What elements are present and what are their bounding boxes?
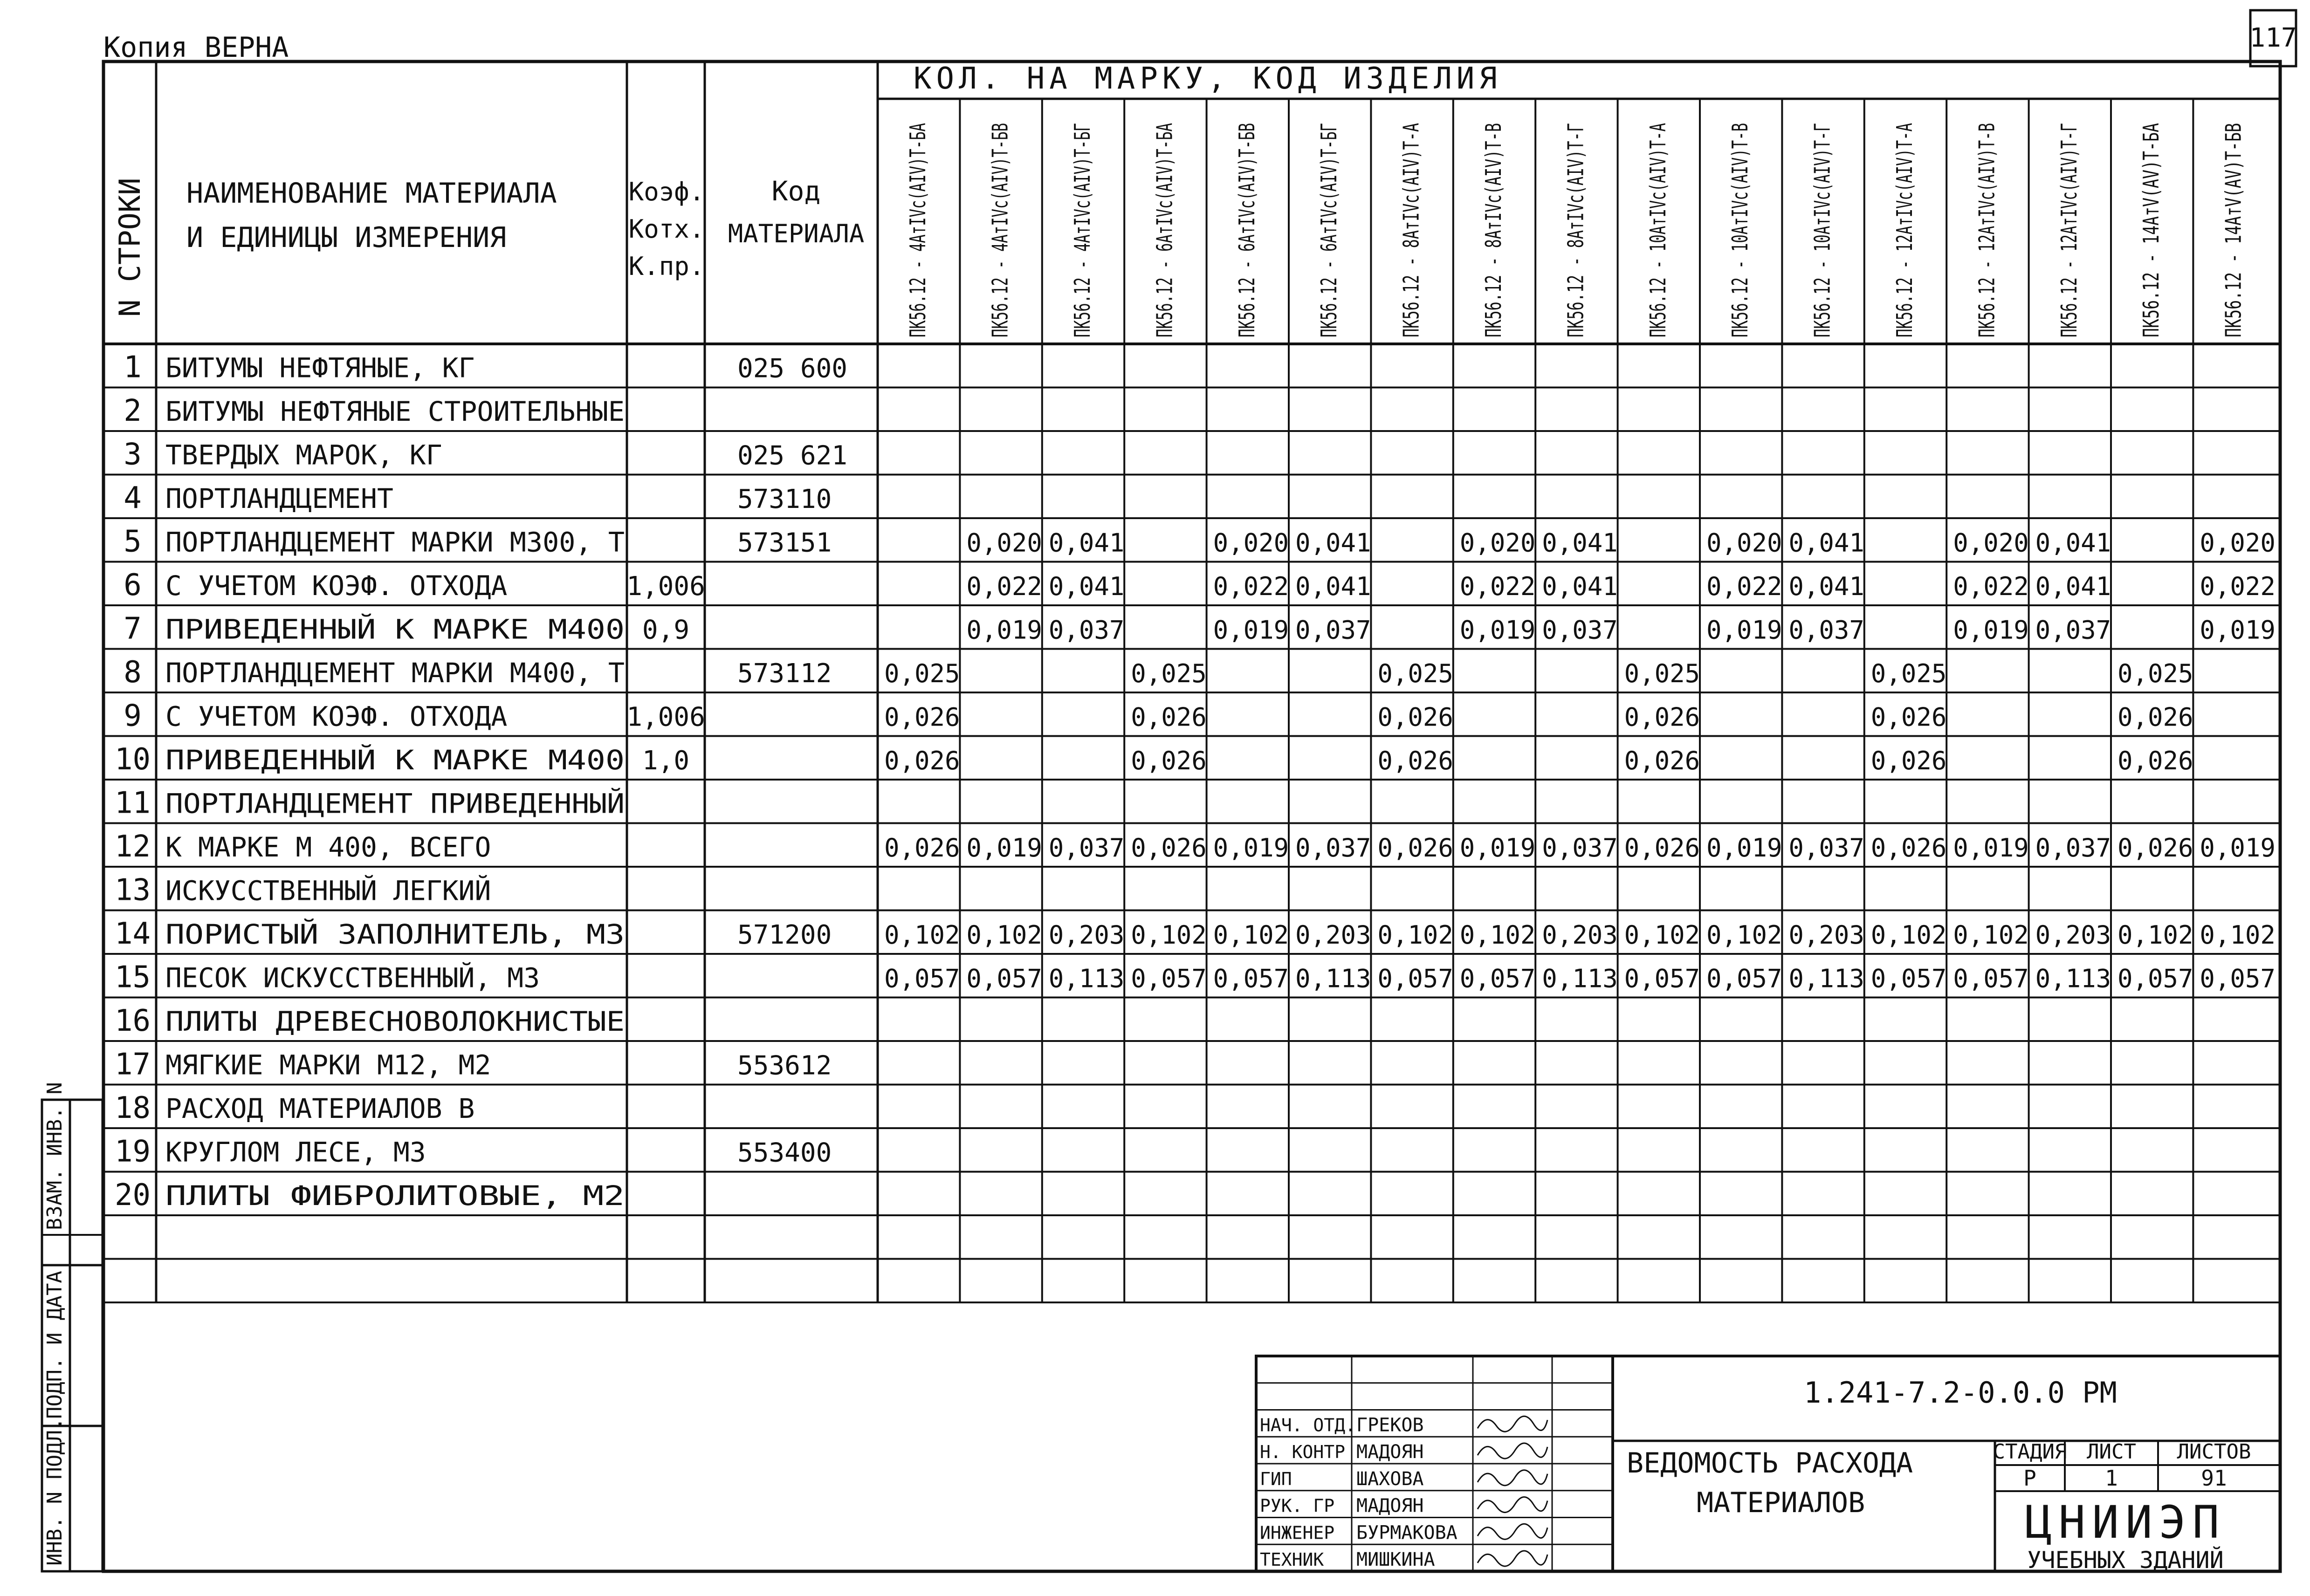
quantity-cell: 0,025 (884, 659, 960, 688)
copy-label: Копия ВЕРНА (103, 31, 289, 64)
signer-name: ГРЕКОВ (1356, 1414, 1424, 1436)
quantity-cell: 0,057 (2118, 964, 2193, 993)
material-name: ПРИВЕДЕННЫЙ К МАРКЕ М400 (165, 744, 557, 776)
coefficient: 1,0 (642, 746, 690, 776)
quantity-cell: 0,057 (1706, 964, 1782, 993)
quantity-cell: 0,102 (1624, 920, 1700, 950)
table-row (124, 568, 2276, 603)
signatures-table (1260, 1414, 1547, 1570)
doc-title-line2: МАТЕРИАЛОВ (1697, 1486, 1865, 1519)
quantity-cell: 0,102 (1953, 920, 2029, 950)
table-row (115, 917, 2276, 951)
quantity-cell: 0,102 (1377, 920, 1453, 950)
table-row (115, 1004, 625, 1038)
quantity-cell: 0,041 (1295, 572, 1371, 601)
quantity-cell: 0,020 (2200, 528, 2276, 558)
table-row (124, 699, 2193, 733)
row-number: 8 (124, 655, 142, 690)
org-name: ЦНИИЭП (2025, 1496, 2226, 1548)
quantity-cell: 0,041 (1048, 528, 1125, 558)
org-subtitle: УЧЕБНЫХ ЗДАНИЙ (2027, 1547, 2224, 1574)
material-name: КРУГЛОМ ЛЕСЕ, М3 (165, 1136, 426, 1168)
header-row-number: N СТРОКИ (113, 178, 147, 317)
material-code: 571200 (737, 920, 832, 950)
quantity-cell: 0,102 (1870, 920, 1947, 950)
quantity-cell: 0,203 (1788, 920, 1864, 950)
quantity-cell: 0,102 (2118, 920, 2193, 950)
material-code: 573151 (737, 527, 832, 558)
signer-name: ШАХОВА (1356, 1468, 1424, 1490)
header-code-line1: Код (771, 175, 821, 207)
row-number: 16 (114, 1004, 151, 1038)
table-row (115, 1135, 832, 1169)
quantity-cell: 0,026 (1377, 746, 1453, 775)
quantity-cell: 0,102 (884, 920, 960, 950)
product-code-header: ПК56.12 - 12АтIVс(АIV)Т-В (1974, 14, 2000, 337)
quantity-cell: 0,102 (1213, 920, 1289, 950)
material-name: С УЧЕТОМ КОЭФ. ОТХОДА (165, 700, 508, 733)
quantity-cell: 0,057 (884, 964, 960, 993)
quantity-cell: 0,203 (2035, 920, 2111, 950)
material-code: 553400 (737, 1137, 832, 1168)
quantity-cell: 0,037 (1048, 833, 1125, 863)
product-code-header: ПК56.12 - 6АтIVс(АIV)Т-БГ (1316, 14, 1342, 337)
quantity-cell: 0,026 (1131, 702, 1207, 732)
quantity-cell: 0,022 (1953, 572, 2029, 601)
quantity-cell: 0,025 (1377, 659, 1453, 688)
quantity-cell: 0,020 (966, 528, 1042, 558)
quantity-cell: 0,019 (1953, 615, 2029, 645)
quantity-cell: 0,026 (2118, 746, 2193, 775)
quantity-cell: 0,041 (2035, 528, 2111, 558)
quantity-cell: 0,037 (1788, 833, 1864, 863)
row-number: 19 (114, 1134, 151, 1169)
quantity-cell: 0,025 (1624, 659, 1700, 688)
row-number: 1 (124, 350, 142, 385)
material-name: ТВЕРДЫХ МАРОК, КГ (165, 439, 442, 471)
quantity-cell: 0,041 (1295, 528, 1371, 558)
sheet-value: 1 (2105, 1466, 2118, 1491)
stage-value: Р (2023, 1466, 2036, 1491)
signer-name: МИШКИНА (1356, 1549, 1435, 1570)
table-row (124, 612, 2276, 646)
quantity-cell: 0,019 (1459, 833, 1536, 863)
row-number: 4 (124, 481, 142, 515)
table-row (124, 655, 2193, 690)
signer-role: ГИП (1260, 1468, 1292, 1489)
row-number: 12 (114, 829, 151, 864)
product-code-header: ПК56.12 - 6АтIVс(АIV)Т-БА (1152, 14, 1177, 337)
quantity-cell: 0,019 (966, 833, 1042, 863)
table-row (115, 1178, 625, 1212)
coefficient: 1,006 (626, 702, 705, 733)
quantity-cell: 0,019 (1706, 833, 1782, 863)
quantity-cell: 0,037 (1295, 833, 1371, 863)
material-name: ПЛИТЫ ФИБРОЛИТОВЫЕ, М2 (165, 1180, 625, 1212)
doc-code: 1.241-7.2-0.0.0 РМ (1804, 1376, 2117, 1410)
quantity-cell: 0,019 (2200, 615, 2276, 645)
signer-name: МАДОЯН (1356, 1441, 1424, 1463)
quantity-cell: 0,019 (1706, 615, 1782, 645)
sheets-label: ЛИСТОВ (2177, 1440, 2251, 1464)
quantity-cell: 0,203 (1295, 920, 1371, 950)
material-code: 573110 (737, 484, 832, 514)
row-number: 11 (114, 786, 151, 821)
row-number: 15 (114, 960, 151, 995)
product-code-header: ПК56.12 - 12АтIVс(АIV)Т-А (1892, 14, 1917, 337)
header-coef-line3: К.пр. (628, 252, 705, 281)
quantity-cell: 0,037 (1295, 615, 1371, 645)
row-number: 13 (114, 873, 151, 908)
table-row (115, 1048, 832, 1082)
quantity-cell: 0,026 (1377, 702, 1453, 732)
handwritten-signature (1478, 1551, 1547, 1566)
quantity-cell: 0,041 (1542, 528, 1618, 558)
material-name: ПОРТЛАНДЦЕМЕНТ ПРИВЕДЕННЫЙ (165, 788, 589, 820)
material-name: ПОРИСТЫЙ ЗАПОЛНИТЕЛЬ, М3 (165, 918, 557, 950)
table-row (124, 525, 2276, 559)
quantity-cell: 0,203 (1048, 920, 1125, 950)
quantity-cell: 0,037 (2035, 833, 2111, 863)
row-number: 10 (114, 742, 151, 777)
quantity-cell: 0,057 (1459, 964, 1536, 993)
quantity-cell: 0,113 (1048, 964, 1125, 993)
quantity-cell: 0,102 (2200, 920, 2276, 950)
row-number: 2 (124, 394, 142, 428)
sheets-value: 91 (2201, 1466, 2227, 1491)
material-name: ПЛИТЫ ДРЕВЕСНОВОЛОКНИСТЫЕ (165, 1006, 625, 1037)
sheet-number: 117 (2249, 23, 2297, 53)
signer-name: МАДОЯН (1356, 1495, 1424, 1517)
quantity-cell: 0,020 (1459, 528, 1536, 558)
product-code-header: ПК56.12 - 14АтV(АV)Т-БА (2138, 41, 2164, 337)
material-name: ИСКУССТВЕННЫЙ ЛЕГКИЙ (165, 875, 491, 907)
quantity-cell: 0,037 (1788, 615, 1864, 645)
product-code-header: ПК56.12 - 14АтV(АV)Т-БВ (2221, 41, 2246, 337)
quantity-cell: 0,026 (1131, 746, 1207, 775)
quantity-cell: 0,057 (1213, 964, 1289, 993)
row-number: 18 (114, 1091, 151, 1125)
material-name: ПРИВЕДЕННЫЙ К МАРКЕ М400 (165, 613, 557, 645)
handwritten-signature (1478, 1497, 1547, 1513)
quantity-cell: 0,102 (1459, 920, 1536, 950)
quantity-cell: 0,102 (1706, 920, 1782, 950)
quantity-cell: 0,037 (2035, 615, 2111, 645)
product-code-header: ПК56.12 - 10АтIVс(АIV)Т-В (1727, 14, 1753, 337)
product-code-header: ПК56.12 - 6АтIVс(АIV)Т-БВ (1234, 14, 1259, 337)
quantity-cell: 0,020 (1953, 528, 2029, 558)
signer-role: Н. КОНТР (1260, 1442, 1346, 1462)
product-code-header: ПК56.12 - 8АтIVс(АIV)Т-В (1481, 27, 1506, 337)
quantity-cell: 0,026 (884, 702, 960, 732)
signer-role: ИНЖЕНЕР (1260, 1522, 1335, 1543)
quantity-cell: 0,037 (1542, 833, 1618, 863)
quantity-cell: 0,057 (966, 964, 1042, 993)
row-number: 6 (124, 568, 142, 603)
quantity-cell: 0,041 (1048, 572, 1125, 601)
table-row (115, 829, 2276, 864)
quantity-cell: 0,025 (1870, 659, 1947, 688)
signer-name: БУРМАКОВА (1356, 1522, 1458, 1544)
quantity-cell: 0,026 (884, 833, 960, 863)
quantity-cell: 0,026 (2118, 702, 2193, 732)
quantity-cell: 0,025 (1131, 659, 1207, 688)
material-name: РАСХОД МАТЕРИАЛОВ В (165, 1093, 475, 1124)
signer-role: РУК. ГР (1260, 1495, 1335, 1516)
table-row (124, 350, 847, 385)
table-body (115, 350, 2276, 1213)
quantity-cell: 0,022 (966, 572, 1042, 601)
product-code-header: ПК56.12 - 4АтIVс(АIV)Т-БВ (987, 14, 1013, 337)
header-code-line2: МАТЕРИАЛА (728, 219, 865, 248)
quantity-cell: 0,041 (2035, 572, 2111, 601)
stage-label: СТАДИЯ (1993, 1440, 2067, 1464)
material-code: 025 621 (737, 440, 848, 471)
quantity-cell: 0,037 (1048, 615, 1125, 645)
quantity-cell: 0,026 (1624, 702, 1700, 732)
quantity-cell: 0,026 (1131, 833, 1207, 863)
handwritten-signature (1478, 1443, 1547, 1459)
quantity-cell: 0,020 (1706, 528, 1782, 558)
coefficient: 1,006 (626, 571, 705, 602)
side-label-vzam-inv: ВЗАМ. ИНВ. N (43, 1082, 67, 1230)
product-code-header: ПК56.12 - 10АтIVс(АIV)Т-Г (1809, 14, 1835, 337)
quantity-cell: 0,113 (2035, 964, 2111, 993)
material-name: БИТУМЫ НЕФТЯНЫЕ, КГ (165, 352, 475, 384)
quantity-cell: 0,022 (1706, 572, 1782, 601)
material-name: ПОРТЛАНДЦЕМЕНТ МАРКИ М400, Т (165, 657, 625, 689)
table-row (124, 394, 625, 428)
row-number: 9 (124, 699, 142, 733)
quantity-cell: 0,022 (1213, 572, 1289, 601)
table-row (115, 960, 2276, 995)
quantity-cell: 0,037 (1542, 615, 1618, 645)
quantity-cell: 0,113 (1542, 964, 1618, 993)
doc-title-line1: ВЕДОМОСТЬ РАСХОДА (1627, 1447, 1913, 1480)
sheet-label: ЛИСТ (2087, 1440, 2136, 1464)
product-code-header: ПК56.12 - 12АтIVс(АIV)Т-Г (2056, 14, 2082, 337)
table-row (124, 481, 832, 515)
quantity-cell: 0,019 (1213, 615, 1289, 645)
quantity-cell: 0,026 (1870, 702, 1947, 732)
quantity-cell: 0,026 (2118, 833, 2193, 863)
product-code-header: ПК56.12 - 4АтIVс(АIV)Т-БА (905, 14, 931, 337)
quantity-cell: 0,026 (1377, 833, 1453, 863)
quantity-cell: 0,019 (1459, 615, 1536, 645)
quantity-cell: 0,019 (2200, 833, 2276, 863)
quantity-cell: 0,057 (1870, 964, 1947, 993)
product-code-header: ПК56.12 - 10АтIVс(АIV)Т-А (1645, 14, 1671, 337)
quantity-cell: 0,057 (2200, 964, 2276, 993)
quantity-cell: 0,026 (1624, 833, 1700, 863)
side-label-inv-podl: ИНВ. N ПОДЛ. (43, 1418, 67, 1566)
material-code: 025 600 (737, 353, 848, 384)
product-code-header: ПК56.12 - 8АтIVс(АIV)Т-Г (1563, 27, 1588, 337)
quantity-cell: 0,057 (1624, 964, 1700, 993)
row-number: 20 (114, 1178, 151, 1212)
quantity-cell: 0,057 (1131, 964, 1207, 993)
side-label-podp-data: ПОДП. И ДАТА (43, 1271, 67, 1419)
table-row (124, 438, 847, 472)
row-number: 3 (124, 437, 142, 472)
quantity-cell: 0,041 (1542, 572, 1618, 601)
quantity-cell: 0,057 (1377, 964, 1453, 993)
handwritten-signature (1478, 1524, 1547, 1539)
table-row (115, 786, 625, 821)
row-number: 5 (124, 524, 142, 559)
quantity-cell: 0,102 (1131, 920, 1207, 950)
quantity-cell: 0,019 (1213, 833, 1289, 863)
handwritten-signature (1478, 1416, 1547, 1432)
material-name: МЯГКИЕ МАРКИ М12, М2 (165, 1049, 491, 1081)
header-group-title: КОЛ. НА МАРКУ, КОД ИЗДЕЛИЯ (914, 62, 1502, 96)
signer-role: ТЕХНИК (1260, 1549, 1324, 1570)
header-name-line1: НАИМЕНОВАНИЕ МАТЕРИАЛА (186, 177, 557, 210)
handwritten-signature (1478, 1470, 1547, 1486)
quantity-cell: 0,026 (884, 746, 960, 775)
quantity-cell: 0,203 (1542, 920, 1618, 950)
quantity-cell: 0,102 (966, 920, 1042, 950)
quantity-cell: 0,026 (1870, 746, 1947, 775)
quantity-cell: 0,026 (1870, 833, 1947, 863)
material-name: ПЕСОК ИСКУССТВЕННЫЙ, М3 (165, 962, 540, 994)
row-number: 7 (124, 611, 142, 646)
product-code-header: ПК56.12 - 8АтIVс(АIV)Т-А (1398, 27, 1424, 337)
quantity-cell: 0,019 (966, 615, 1042, 645)
signer-role: НАЧ. ОТД. (1260, 1415, 1356, 1436)
quantity-cell: 0,022 (1459, 572, 1536, 601)
row-number: 14 (114, 917, 151, 951)
header-coef-line2: Котх. (628, 214, 705, 244)
quantity-cell: 0,041 (1788, 528, 1864, 558)
quantity-cell: 0,113 (1788, 964, 1864, 993)
header-coef-line1: Коэф. (628, 177, 705, 206)
quantity-cell: 0,113 (1295, 964, 1371, 993)
material-name: БИТУМЫ НЕФТЯНЫЕ СТРОИТЕЛЬНЫЕ (165, 396, 625, 427)
quantity-cell: 0,041 (1788, 572, 1864, 601)
table-row (115, 1091, 475, 1125)
quantity-cell: 0,025 (2118, 659, 2193, 688)
row-number: 17 (114, 1047, 151, 1082)
material-name: К МАРКЕ М 400, ВСЕГО (165, 831, 491, 863)
table-row (115, 742, 2193, 777)
table-row (115, 873, 491, 908)
material-code: 553612 (737, 1050, 832, 1081)
quantity-cell: 0,019 (1953, 833, 2029, 863)
material-name: ПОРТЛАНДЦЕМЕНТ МАРКИ М300, Т (165, 526, 625, 558)
quantity-cell: 0,020 (1213, 528, 1289, 558)
material-code: 573112 (737, 658, 832, 689)
material-name: ПОРТЛАНДЦЕМЕНТ (165, 483, 393, 514)
quantity-cell: 0,022 (2200, 572, 2276, 601)
quantity-cell: 0,057 (1953, 964, 2029, 993)
product-code-header: ПК56.12 - 4АтIVс(АIV)Т-БГ (1070, 14, 1095, 337)
quantity-cell: 0,026 (1624, 746, 1700, 775)
material-name: С УЧЕТОМ КОЭФ. ОТХОДА (165, 570, 508, 602)
header-name-line2: И ЕДИНИЦЫ ИЗМЕРЕНИЯ (186, 221, 507, 254)
coefficient: 0,9 (642, 615, 690, 645)
